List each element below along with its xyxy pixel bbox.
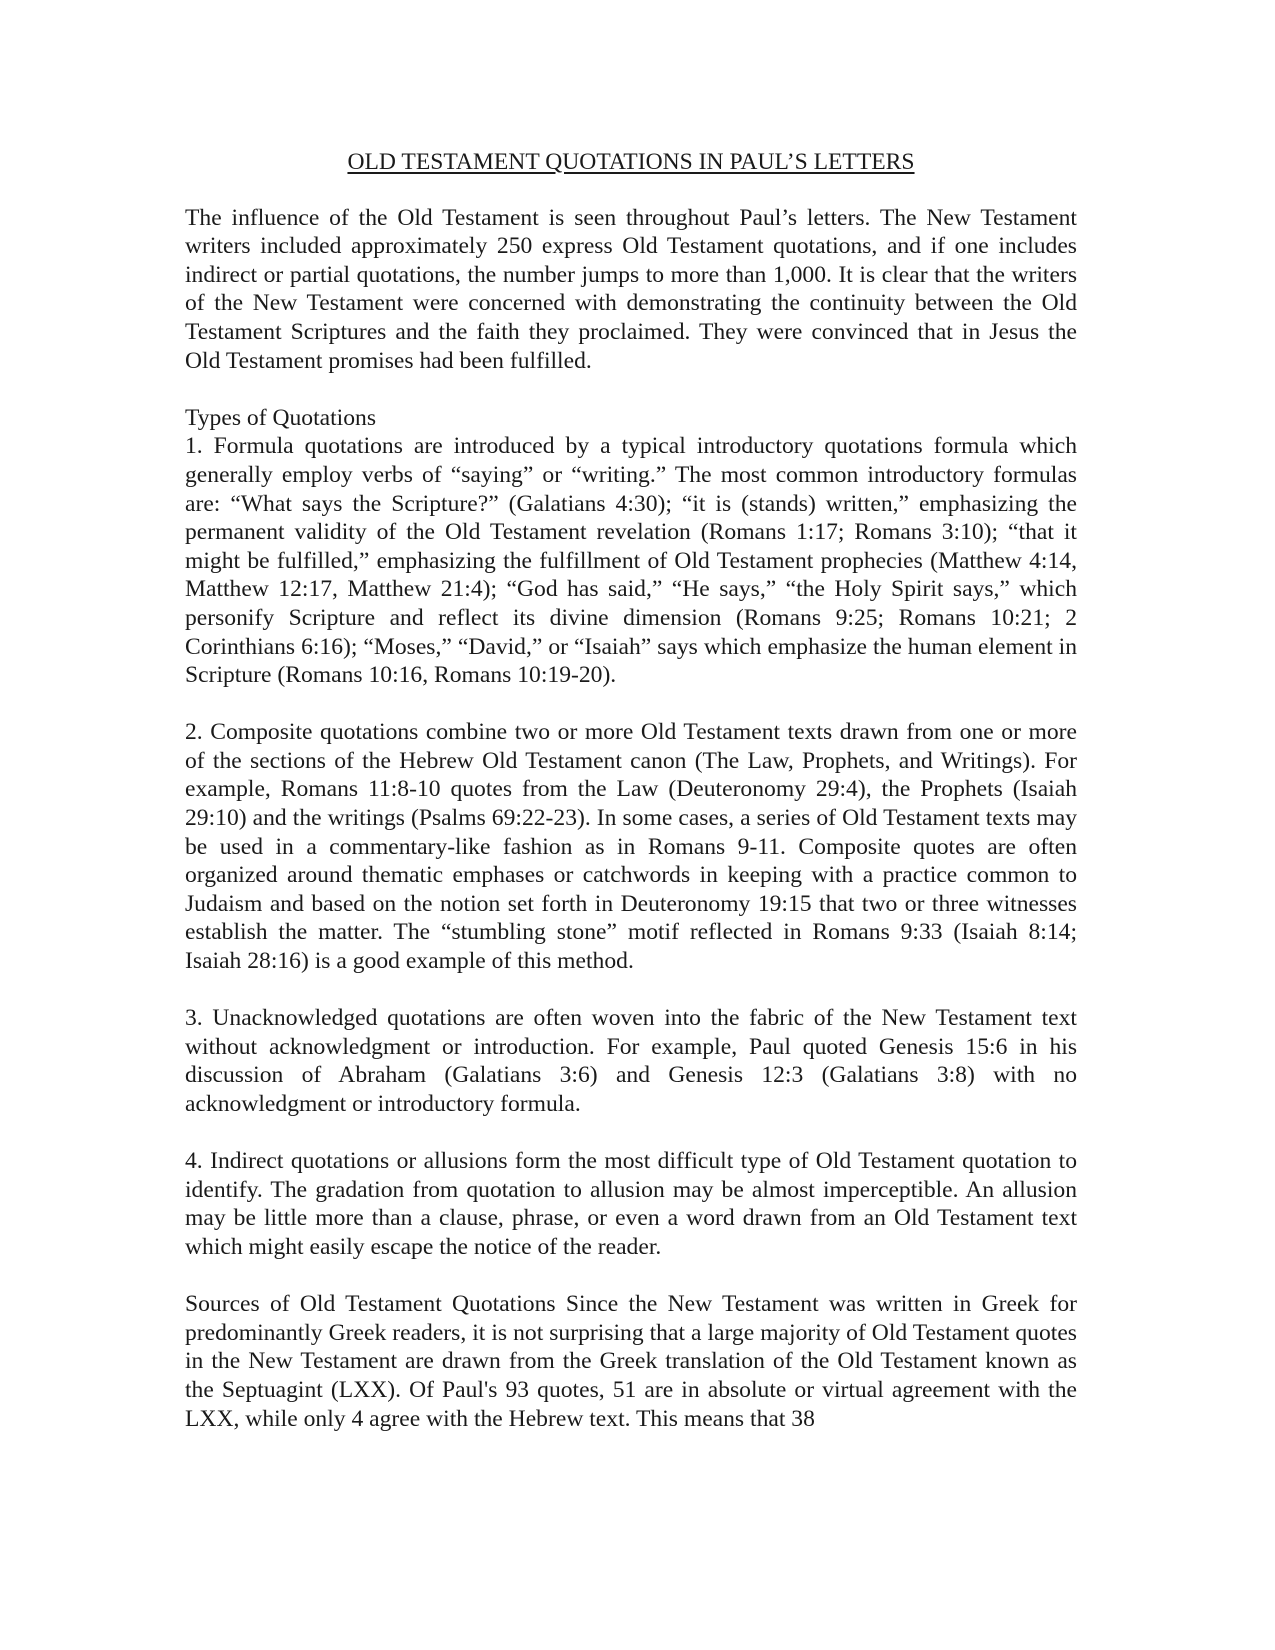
type-paragraph-1: 1. Formula quotations are introduced by a typical introductory quotations formula which generally employ verbs of “saying” or “writing.” The most common introductory formulas are: “What says the Scripture?” (Galatians 4:30); “it is (stands) written,” emphasizing the permanent validity of the Old Testament revelation (Romans 1:17; Romans 3:10); “that it might be fulfilled,” emphasizing the fulfillment of Old Testament prophecies (Matthew 4:14, Matthew 12:17, Matthew 21:4); “God has said,” “He says,” “the Holy Spirit says,” which personify Scripture and reflect its divine dimension (Romans 9:25; Romans 10:21; 2 Corinthians 6:16); “Moses,” “David,” or “Isaiah” says which emphasize the human element in Scripture (Romans 10:16, Romans 10:19-20). <box>185 433 1077 689</box>
intro-paragraph: The influence of the Old Testament is seen throughout Paul’s letters. The New Testament writers included approximately 250 express Old Testament quotations, and if one includes indirect or partial quotations, the number jumps to more than 1,000. It is clear that the writers of the New Testament were concerned with demonstrating the continuity between the Old Testament Scriptures and the faith they proclaimed. They were convinced that in Jesus the Old Testament promises had been fulfilled. <box>185 204 1077 374</box>
types-heading: Types of Quotations <box>185 404 377 431</box>
type-paragraph-3: 3. Unacknowledged quotations are often woven into the fabric of the New Testament text without acknowledgment or introduction. For example, Paul quoted Genesis 15:6 in his discussion of Abraham (Galatians 3:6) and Genesis 12:3 (Galatians 3:8) with no acknowledgment or introductory formula. <box>185 1005 1077 1117</box>
document-title: OLD TESTAMENT QUOTATIONS IN PAUL’S LETTERS <box>347 149 915 175</box>
type-paragraph-2: 2. Composite quotations combine two or more Old Testament texts drawn from one or more of the sections of the Hebrew Old Testament canon (The Law, Prophets, and Writings). For example, Romans 11:8-10 quotes from the Law (Deuteronomy 29:4), the Prophets (Isaiah 29:10) and the writings (Psalms 69:22-23). In some cases, a series of Old Testament texts may be used in a commentary-like fashion as in Romans 9-11. Composite quotes are often organized around thematic emphases or catchwords in keeping with a practice common to Judaism and based on the notion set forth in Deuteronomy 19:15 that two or three witnesses establish the matter. The “stumbling stone” motif reflected in Romans 9:33 (Isaiah 8:14; Isaiah 28:16) is a good example of this method. <box>185 719 1077 975</box>
sources-paragraph: Sources of Old Testament Quotations Since the New Testament was written in Greek for predominantly Greek readers, it is not surprising that a large majority of Old Testament quotes in the New Testament are drawn from the Greek translation of the Old Testament known as the Septuagint (LXX). Of Paul's 93 quotes, 51 are in absolute or virtual agreement with the LXX, while only 4 agree with the Hebrew text. This means that 38 <box>185 1291 1077 1432</box>
type-paragraph-4: 4. Indirect quotations or allusions form the most difficult type of Old Testament quotation to identify. The gradation from quotation to allusion may be almost imperceptible. An allusion may be little more than a clause, phrase, or even a word drawn from an Old Testament text which might easily escape the notice of the reader. <box>185 1148 1077 1260</box>
document-body <box>185 148 1077 1433</box>
